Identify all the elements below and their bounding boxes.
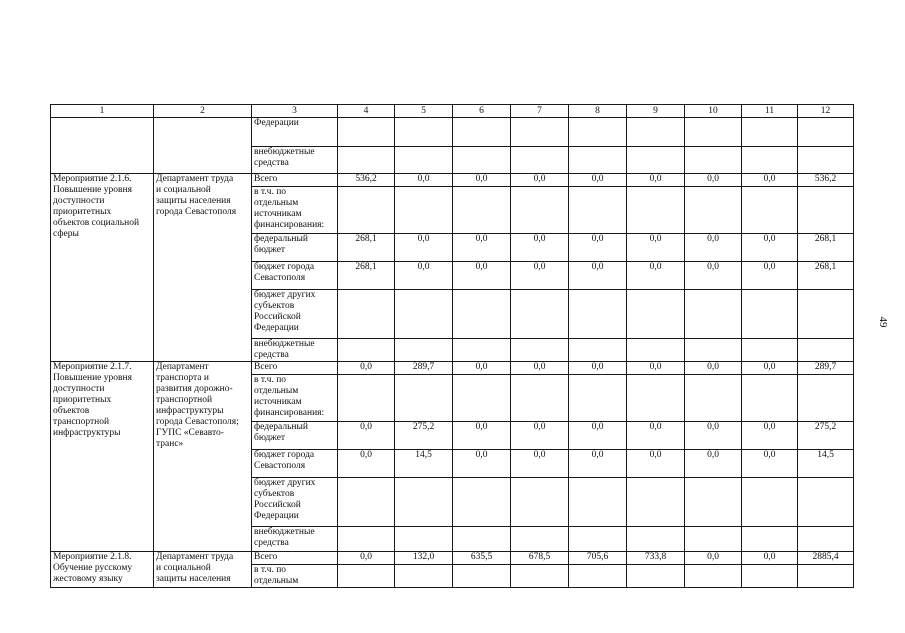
value-cell — [569, 187, 627, 234]
source-cell: бюджет города Севастополя — [252, 450, 338, 478]
value-cell — [453, 147, 511, 174]
value-cell — [627, 527, 685, 552]
value-cell: 0,0 — [742, 262, 798, 290]
value-cell: 0,0 — [453, 174, 511, 187]
value-cell: 0,0 — [742, 174, 798, 187]
value-cell: 0,0 — [338, 362, 395, 375]
value-cell — [569, 565, 627, 588]
value-cell — [511, 290, 569, 339]
value-cell — [685, 565, 742, 588]
activity-cell: Мероприятие 2.1.8. Обучение русскому жестовому языку — [51, 552, 154, 588]
value-cell — [627, 290, 685, 339]
value-cell — [569, 375, 627, 422]
value-cell — [685, 290, 742, 339]
value-cell — [453, 565, 511, 588]
value-cell — [685, 527, 742, 552]
value-cell: 0,0 — [511, 362, 569, 375]
column-number: 1 — [51, 105, 154, 118]
table-row — [51, 362, 854, 375]
value-cell — [395, 187, 453, 234]
source-cell: Всего — [252, 552, 338, 565]
column-number: 6 — [453, 105, 511, 118]
column-number: 5 — [395, 105, 453, 118]
value-cell — [511, 187, 569, 234]
source-cell: внебюджетные средства — [252, 339, 338, 362]
value-cell — [627, 118, 685, 147]
value-cell — [338, 187, 395, 234]
value-cell: 678,5 — [511, 552, 569, 565]
source-cell: бюджет других субъектов Российской Федерации — [252, 290, 338, 339]
value-cell — [453, 339, 511, 362]
value-cell — [453, 527, 511, 552]
value-cell: 0,0 — [395, 174, 453, 187]
value-cell — [685, 339, 742, 362]
value-cell: 289,7 — [395, 362, 453, 375]
value-cell — [742, 187, 798, 234]
value-cell — [395, 118, 453, 147]
value-cell: 268,1 — [338, 262, 395, 290]
value-cell — [511, 339, 569, 362]
value-cell — [569, 478, 627, 527]
column-number: 10 — [685, 105, 742, 118]
source-cell: внебюджетные средства — [252, 147, 338, 174]
source-cell: в т.ч. по отдельным источникам финансирования: — [252, 187, 338, 234]
value-cell: 14,5 — [395, 450, 453, 478]
value-cell — [338, 290, 395, 339]
value-cell: 0,0 — [569, 450, 627, 478]
source-cell: Всего — [252, 174, 338, 187]
value-cell: 0,0 — [569, 262, 627, 290]
value-cell — [569, 118, 627, 147]
value-cell — [511, 478, 569, 527]
value-cell — [685, 118, 742, 147]
value-cell — [453, 478, 511, 527]
value-cell: 0,0 — [395, 262, 453, 290]
value-cell — [742, 375, 798, 422]
source-cell: бюджет города Севастополя — [252, 262, 338, 290]
value-cell: 0,0 — [569, 174, 627, 187]
source-cell: Всего — [252, 362, 338, 375]
table-row — [51, 118, 854, 147]
value-cell: 289,7 — [798, 362, 854, 375]
value-cell: 0,0 — [453, 422, 511, 450]
financing-table — [50, 104, 854, 588]
executor-cell: Департамент труда и социальной защиты населения — [154, 552, 252, 588]
value-cell — [627, 187, 685, 234]
value-cell: 0,0 — [511, 262, 569, 290]
activity-cell — [51, 118, 154, 174]
value-cell: 0,0 — [685, 362, 742, 375]
value-cell: 0,0 — [569, 234, 627, 262]
value-cell — [453, 290, 511, 339]
value-cell: 0,0 — [627, 174, 685, 187]
value-cell: 733,8 — [627, 552, 685, 565]
executor-cell: Департамент транспорта и развития дорожно- транспортной инфраструктуры города Севастополя; ГУПС «Севавто- транс» — [154, 362, 252, 552]
value-cell — [338, 478, 395, 527]
value-cell: 0,0 — [685, 552, 742, 565]
value-cell: 0,0 — [453, 234, 511, 262]
column-number: 4 — [338, 105, 395, 118]
value-cell — [338, 339, 395, 362]
value-cell: 14,5 — [798, 450, 854, 478]
value-cell: 2885,4 — [798, 552, 854, 565]
activity-cell: Мероприятие 2.1.6. Повышение уровня доступности приоритетных объектов социальной сферы — [51, 174, 154, 362]
source-cell: в т.ч. по отдельным источникам финансирования: — [252, 375, 338, 422]
value-cell: 0,0 — [338, 422, 395, 450]
value-cell: 0,0 — [685, 422, 742, 450]
executor-cell — [154, 118, 252, 174]
value-cell — [627, 375, 685, 422]
value-cell: 0,0 — [511, 174, 569, 187]
value-cell — [798, 527, 854, 552]
value-cell: 0,0 — [569, 422, 627, 450]
value-cell — [798, 187, 854, 234]
value-cell — [798, 375, 854, 422]
value-cell: 536,2 — [798, 174, 854, 187]
value-cell — [685, 147, 742, 174]
value-cell: 0,0 — [511, 450, 569, 478]
value-cell: 0,0 — [742, 450, 798, 478]
value-cell: 0,0 — [627, 234, 685, 262]
column-number: 12 — [798, 105, 854, 118]
value-cell — [511, 527, 569, 552]
value-cell: 0,0 — [627, 362, 685, 375]
value-cell — [627, 147, 685, 174]
value-cell — [453, 187, 511, 234]
value-cell — [569, 290, 627, 339]
source-cell: в т.ч. по отдельным — [252, 565, 338, 588]
value-cell — [453, 118, 511, 147]
value-cell — [511, 147, 569, 174]
value-cell — [685, 478, 742, 527]
source-cell: федеральный бюджет — [252, 234, 338, 262]
value-cell: 705,6 — [569, 552, 627, 565]
value-cell — [338, 375, 395, 422]
value-cell: 0,0 — [685, 174, 742, 187]
value-cell — [742, 478, 798, 527]
value-cell — [742, 527, 798, 552]
value-cell: 0,0 — [511, 234, 569, 262]
value-cell: 268,1 — [338, 234, 395, 262]
value-cell: 0,0 — [627, 450, 685, 478]
value-cell — [395, 375, 453, 422]
value-cell — [685, 187, 742, 234]
column-number: 9 — [627, 105, 685, 118]
value-cell: 268,1 — [798, 234, 854, 262]
table-row — [51, 174, 854, 187]
value-cell: 536,2 — [338, 174, 395, 187]
value-cell — [511, 118, 569, 147]
value-cell — [798, 147, 854, 174]
value-cell — [627, 478, 685, 527]
executor-cell: Департамент труда и социальной защиты населения города Севастополя — [154, 174, 252, 362]
value-cell — [338, 565, 395, 588]
value-cell: 0,0 — [338, 552, 395, 565]
value-cell — [798, 339, 854, 362]
value-cell — [798, 565, 854, 588]
value-cell: 0,0 — [742, 552, 798, 565]
value-cell — [338, 527, 395, 552]
value-cell — [742, 290, 798, 339]
value-cell — [742, 565, 798, 588]
value-cell: 132,0 — [395, 552, 453, 565]
value-cell: 0,0 — [685, 234, 742, 262]
value-cell — [742, 118, 798, 147]
column-number: 8 — [569, 105, 627, 118]
value-cell: 0,0 — [453, 262, 511, 290]
value-cell — [627, 565, 685, 588]
value-cell — [569, 527, 627, 552]
value-cell — [742, 339, 798, 362]
value-cell — [685, 375, 742, 422]
column-number: 7 — [511, 105, 569, 118]
value-cell: 0,0 — [627, 422, 685, 450]
value-cell: 0,0 — [742, 362, 798, 375]
column-number: 11 — [742, 105, 798, 118]
value-cell — [395, 147, 453, 174]
value-cell: 268,1 — [798, 262, 854, 290]
value-cell — [569, 339, 627, 362]
value-cell — [798, 478, 854, 527]
value-cell — [395, 290, 453, 339]
value-cell: 0,0 — [453, 450, 511, 478]
value-cell — [742, 147, 798, 174]
value-cell: 0,0 — [338, 450, 395, 478]
value-cell: 0,0 — [627, 262, 685, 290]
column-number-row — [51, 105, 854, 118]
value-cell — [511, 565, 569, 588]
value-cell: 635,5 — [453, 552, 511, 565]
source-cell: Федерации — [252, 118, 338, 147]
value-cell: 275,2 — [395, 422, 453, 450]
column-number: 3 — [252, 105, 338, 118]
value-cell: 0,0 — [569, 362, 627, 375]
source-cell: внебюджетные средства — [252, 527, 338, 552]
value-cell: 0,0 — [511, 422, 569, 450]
value-cell: 0,0 — [395, 234, 453, 262]
value-cell: 0,0 — [742, 234, 798, 262]
column-number: 2 — [154, 105, 252, 118]
value-cell: 0,0 — [453, 362, 511, 375]
value-cell — [395, 478, 453, 527]
table-row — [51, 552, 854, 565]
activity-cell: Мероприятие 2.1.7. Повышение уровня доступности приоритетных объектов транспортной инфраструктуры — [51, 362, 154, 552]
value-cell — [511, 375, 569, 422]
value-cell — [453, 375, 511, 422]
source-cell: федеральный бюджет — [252, 422, 338, 450]
value-cell — [395, 565, 453, 588]
value-cell — [627, 339, 685, 362]
value-cell: 0,0 — [742, 422, 798, 450]
value-cell: 0,0 — [685, 450, 742, 478]
value-cell — [338, 118, 395, 147]
value-cell — [395, 339, 453, 362]
value-cell — [798, 118, 854, 147]
page-number: 49 — [877, 316, 889, 328]
value-cell — [338, 147, 395, 174]
value-cell — [395, 527, 453, 552]
value-cell — [798, 290, 854, 339]
value-cell: 275,2 — [798, 422, 854, 450]
value-cell: 0,0 — [685, 262, 742, 290]
source-cell: бюджет других субъектов Российской Федерации — [252, 478, 338, 527]
value-cell — [569, 147, 627, 174]
